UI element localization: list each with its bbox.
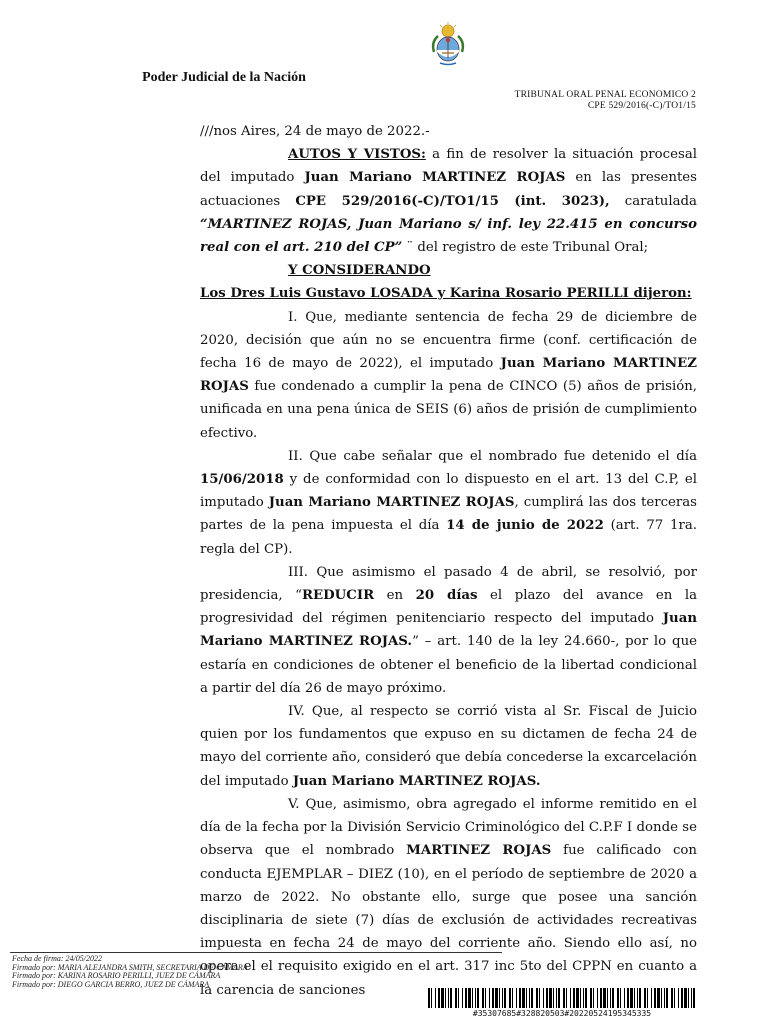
barcode-bar	[585, 988, 587, 1008]
court-name-heading: Poder Judicial de la Nación	[142, 70, 306, 85]
barcode-bar	[529, 988, 530, 1008]
barcode-bar	[435, 988, 436, 1008]
defendant-name: MARTINEZ ROJAS	[406, 843, 552, 859]
barcode-bar	[593, 988, 594, 1008]
barcode-bar	[485, 988, 486, 1008]
barcode-bar	[448, 988, 449, 1008]
barcode-bar	[531, 988, 533, 1008]
barcode-bar	[563, 988, 565, 1008]
barcode-number: #35307685#328820503#20220524195345335	[472, 1009, 652, 1018]
signature-date: Fecha de firma: 24/05/2022	[12, 954, 102, 963]
barcode-bar	[543, 988, 544, 1008]
barcode-bar	[438, 988, 440, 1008]
date-line: ///nos Aires, 24 de mayo de 2022.-	[200, 124, 430, 139]
barcode-bar	[573, 988, 575, 1008]
barcode-bar	[549, 988, 552, 1008]
barcode-bar	[603, 988, 606, 1008]
signature-block	[12, 955, 248, 989]
barcode-bar	[597, 988, 598, 1008]
barcode-bar	[607, 988, 608, 1008]
barcode-bar	[570, 988, 571, 1008]
barcode-bar	[661, 988, 662, 1008]
barcode-bar	[482, 988, 484, 1008]
barcode-bar	[556, 988, 557, 1008]
barcode-bar	[674, 988, 675, 1008]
section-ii: II. Que cabe señalar que el nombrado fue detenido el día 15/06/2018 y de conformidad con lo dispuesto en el art. 13 del C.P, el imputado Juan Mariano MARTINEZ ROJAS, cumplirá las dos terceras partes de la pena impuesta el día 14 de junio de 2022 (art. 77 1ra. regla del CP).	[200, 448, 698, 557]
barcode-bar	[627, 988, 629, 1008]
barcode-bar	[502, 988, 503, 1008]
barcode-bar	[583, 988, 584, 1008]
barcode-bar	[610, 988, 611, 1008]
barcode-bar	[664, 988, 665, 1008]
barcode-bar	[512, 988, 513, 1008]
signed-by-1: Firmado por: MARIA ALEJANDRA SMITH, SECRETARIA DE CÁMARA	[12, 962, 248, 972]
two-thirds-date: 14 de junio de 2022	[446, 518, 604, 534]
barcode-bar	[465, 988, 467, 1008]
barcode-bar	[536, 988, 538, 1008]
barcode-bar	[644, 988, 646, 1008]
barcode-bar	[431, 988, 432, 1008]
barcode-bar	[637, 988, 638, 1008]
barcode-bar	[495, 988, 498, 1008]
barcode-bar	[688, 988, 689, 1008]
reduction-days: 20 días	[415, 588, 478, 604]
signed-by-2: Firmado por: KARINA ROSARIO PERILLI, JUEZ DE CÁMARA	[12, 971, 221, 981]
barcode-bar	[450, 988, 452, 1008]
barcode-bar	[624, 988, 625, 1008]
barcode-bar	[462, 988, 463, 1008]
barcode-bar	[519, 988, 521, 1008]
barcode-bar	[516, 988, 517, 1008]
barcode-bar	[647, 988, 648, 1008]
barcode-bar	[455, 988, 457, 1008]
barcode-bar	[666, 988, 668, 1008]
document-body	[200, 120, 697, 1002]
barcode-bar	[499, 988, 500, 1008]
barcode-bar	[600, 988, 602, 1008]
barcode-bar	[539, 988, 540, 1008]
barcode-bar	[651, 988, 652, 1008]
barcode-bar	[678, 988, 679, 1008]
barcode-bar	[612, 988, 614, 1008]
barcode-bar	[681, 988, 683, 1008]
section-iv: IV. Que, al respecto se corrió vista al Sr. Fiscal de Juicio quien por los fundamentos que expuso en su dictamen de fecha 24 de mayo del corriente año, consideró que debía concederse la excarcelación del imputado Juan Mariano MARTINEZ ROJAS.	[200, 704, 697, 789]
barcode-bar	[553, 988, 554, 1008]
barcode-bar	[620, 988, 621, 1008]
detention-date: 15/06/2018	[200, 472, 284, 488]
defendant-name: Juan Mariano MARTINEZ ROJAS.	[200, 611, 697, 650]
defendant-name: Juan Mariano MARTINEZ ROJAS	[268, 495, 515, 511]
barcode-bar	[472, 988, 473, 1008]
paragraph-autos-y-vistos: AUTOS Y VISTOS: a fin de resolver la situación procesal del imputado Juan Mariano MARTINEZ ROJAS en las presentes actuaciones CPE 529/2016(-C)/TO1/15 (int. 3023), caratulada “MARTINEZ ROJAS, Juan Mariano s/ inf. ley 22.415 en concurso real con el art. 210 del CP” ¨ del registro de este Tribunal Oral;	[200, 147, 697, 256]
reducir-term: REDUCIR	[301, 588, 375, 604]
barcode-bar	[441, 988, 444, 1008]
barcode-bar	[693, 988, 695, 1008]
barcode-bar	[492, 988, 494, 1008]
section-i: I. Que, mediante sentencia de fecha 29 de diciembre de 2020, decisión que aún no se encuentra firme (conf. certificación de fecha 16 de mayo de 2022), el imputado Juan Mariano MARTINEZ ROJAS fue condenado a cumplir la pena de CINCO (5) años de prisión, unificada en una pena única de SEIS (6) años de prisión de cumplimiento efectivo.	[200, 309, 697, 441]
barcode-bar	[630, 988, 633, 1008]
signature-divider	[10, 952, 502, 953]
barcode-bar	[654, 988, 656, 1008]
defendant-name: Juan Mariano MARTINEZ ROJAS	[304, 170, 566, 186]
barcode-bar	[522, 988, 525, 1008]
barcode-bar	[526, 988, 527, 1008]
barcode-bar	[468, 988, 471, 1008]
section-v: V. Que, asimismo, obra agregado el informe remitido en el día de la fecha por la División Servicio Criminológico del C.P.F I donde se observa que el nombrado MARTINEZ ROJAS fue calificado con conducta EJEMPLAR – DIEZ (10), en el período de septiembre de 2020 a marzo de 2022. No obstante ello, surge que posee una sanción disciplinaria de siete (7) días de exclusión de actividades recreativas impuesta en fecha 24 de mayo del corriente año. Siendo ello así, no opera el el requisito exigido en el art. 317 inc 5to del CPPN en cuanto a la carencia de sanciones	[200, 796, 697, 998]
barcode-bar	[509, 988, 511, 1008]
barcode-bar	[617, 988, 619, 1008]
barcode-bar	[546, 988, 548, 1008]
barcode-bar	[576, 988, 579, 1008]
document-barcode	[428, 988, 696, 1008]
section-iii: III. Que asimismo el pasado 4 de abril, se resolvió, por presidencia, “REDUCIR en 20 días el plazo del avance en la progresividad del régimen penitenciario respecto del imputado Juan Mariano MARTINEZ ROJAS.” – art. 140 de la ley 24.660-, por lo que estaría en condiciones de obtener el beneficio de la libertad condicional a partir del día 26 de mayo próximo.	[200, 564, 698, 696]
case-reference: CPE 529/2016(-C)/TO1/15	[587, 101, 696, 111]
case-number: CPE 529/2016(-C)/TO1/15 (int. 3023),	[295, 193, 610, 209]
barcode-bar	[590, 988, 592, 1008]
barcode-bar	[458, 988, 459, 1008]
barcode-bar	[475, 988, 476, 1008]
considerando-heading: Y CONSIDERANDO	[288, 263, 431, 279]
barcode-bar	[566, 988, 567, 1008]
barcode-bar	[489, 988, 490, 1008]
case-title: “MARTINEZ ROJAS, Juan Mariano s/ inf. ley 22.415 en concurso real con el art. 210 del CP”	[200, 216, 697, 256]
barcode-bar	[639, 988, 641, 1008]
barcode-bar	[691, 988, 692, 1008]
judges-line: Los Dres Luis Gustavo LOSADA y Karina Rosario PERILLI dijeron:	[200, 286, 692, 302]
barcode-bar	[445, 988, 446, 1008]
barcode-bar	[558, 988, 560, 1008]
barcode-bar	[657, 988, 660, 1008]
barcode-bar	[634, 988, 635, 1008]
defendant-name: Juan Mariano MARTINEZ ROJAS	[200, 356, 697, 395]
barcode-bar	[580, 988, 581, 1008]
tribunal-name: TRIBUNAL ORAL PENAL ECONOMICO 2	[514, 90, 696, 100]
barcode-bar	[684, 988, 687, 1008]
barcode-bar	[428, 988, 430, 1008]
signed-by-3: Firmado por: DIEGO GARCIA BERRO, JUEZ DE CÁMARA	[12, 979, 210, 989]
coat-of-arms-seal	[428, 22, 468, 66]
barcode-bar	[504, 988, 506, 1008]
autos-y-vistos-heading: AUTOS Y VISTOS:	[288, 147, 426, 163]
defendant-name: Juan Mariano MARTINEZ ROJAS.	[292, 773, 541, 789]
barcode-bar	[671, 988, 673, 1008]
barcode-bar	[477, 988, 479, 1008]
